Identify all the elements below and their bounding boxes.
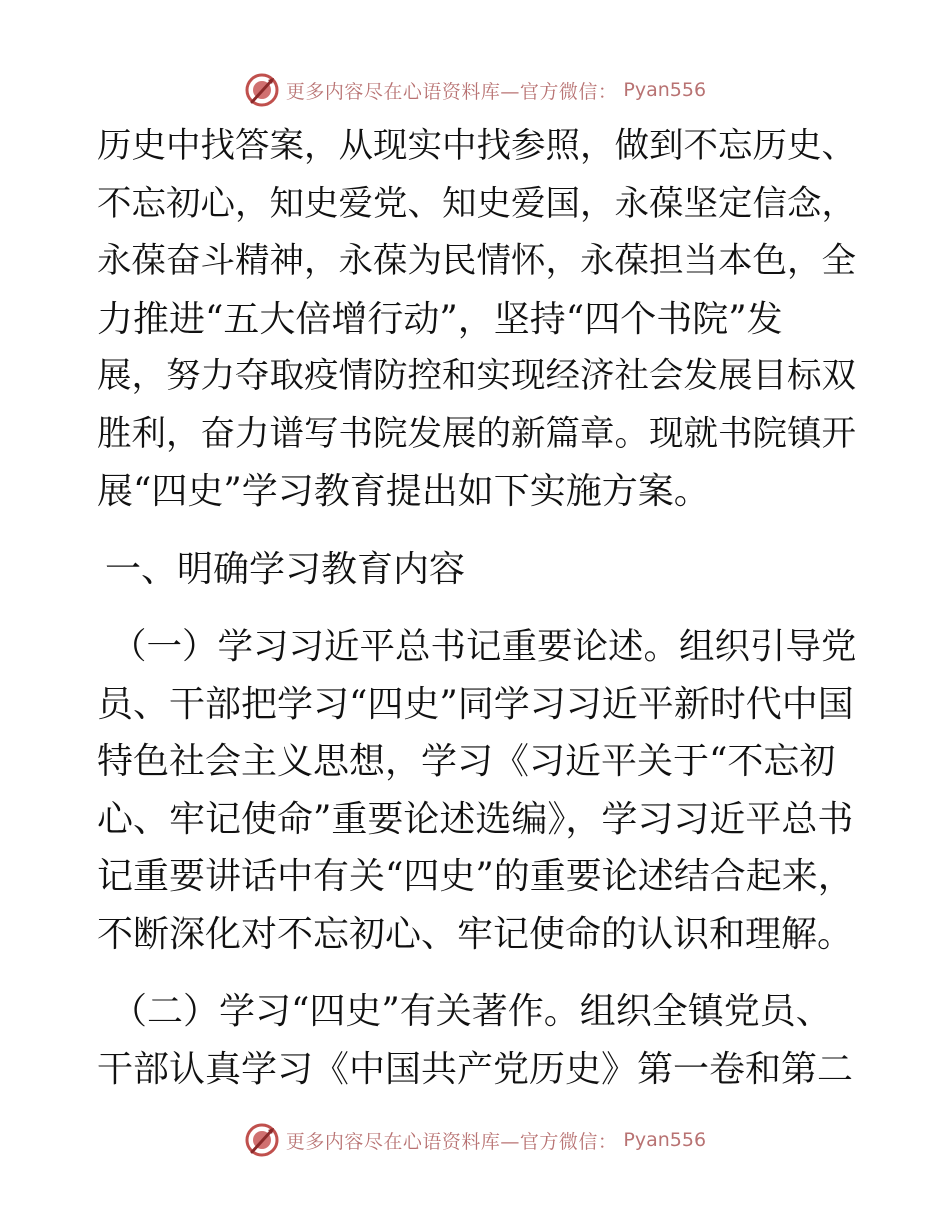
header-watermark-banner [0, 70, 950, 110]
text-line: （一）学习习近平总书记重要论述。组织引导党 [111, 626, 857, 667]
text-line: 记重要讲话中有关“四史”的重要论述结合起来， [97, 856, 854, 897]
banner-text: 更多内容尽在心语资料库—官方微信： [285, 1130, 618, 1153]
text-line: 力推进“五大倍增行动”，坚持“四个书院”发 [97, 298, 783, 340]
text-line: （二）学习“四史”有关著作。组织全镇党员、 [111, 991, 832, 1032]
text-line: 不断深化对不忘初心、牢记使命的认识和理解。 [97, 913, 854, 955]
text-line: 特色社会主义思想，学习《习近平关于“不忘初 [97, 741, 836, 782]
text-line: 心、牢记使命”重要论述选编》，学习习近平总书 [97, 798, 854, 840]
text-line: 员、干部把学习“四史”同学习习近平新时代中国 [97, 683, 854, 725]
text-line: 展“四史”学习教育提出如下实施方案。 [97, 471, 710, 512]
text-line: 干部认真学习《中国共产党历史》第一卷和第二 [97, 1048, 854, 1090]
text-line: 展，努力夺取疫情防控和实现经济社会发展目标双 [97, 356, 856, 396]
banner-wechat-id: Pyan556 [623, 1129, 707, 1151]
banner-text: 更多内容尽在心语资料库—官方微信： [285, 80, 618, 103]
quill-logo-icon [244, 1122, 280, 1158]
paragraph-intro [97, 118, 857, 521]
quill-logo-icon [244, 72, 280, 108]
footer-watermark-banner [0, 1120, 950, 1160]
paragraph-subsection-1 [97, 618, 857, 963]
document-body [97, 118, 857, 1098]
section-heading [97, 541, 857, 599]
text-line: 永葆奋斗精神，永葆为民情怀，永葆担当本色，全 [97, 241, 856, 281]
banner-wechat-id: Pyan556 [623, 79, 707, 101]
paragraph-subsection-2 [97, 983, 857, 1098]
text-line: 不忘初心，知史爱党、知史爱国，永葆坚定信念， [97, 183, 856, 224]
text-line: 历史中找答案，从现实中找参照，做到不忘历史、 [97, 126, 856, 166]
heading-line: 一、明确学习教育内容 [105, 548, 466, 590]
text-line: 胜利，奋力谱写书院发展的新篇章。现就书院镇开 [97, 413, 856, 454]
